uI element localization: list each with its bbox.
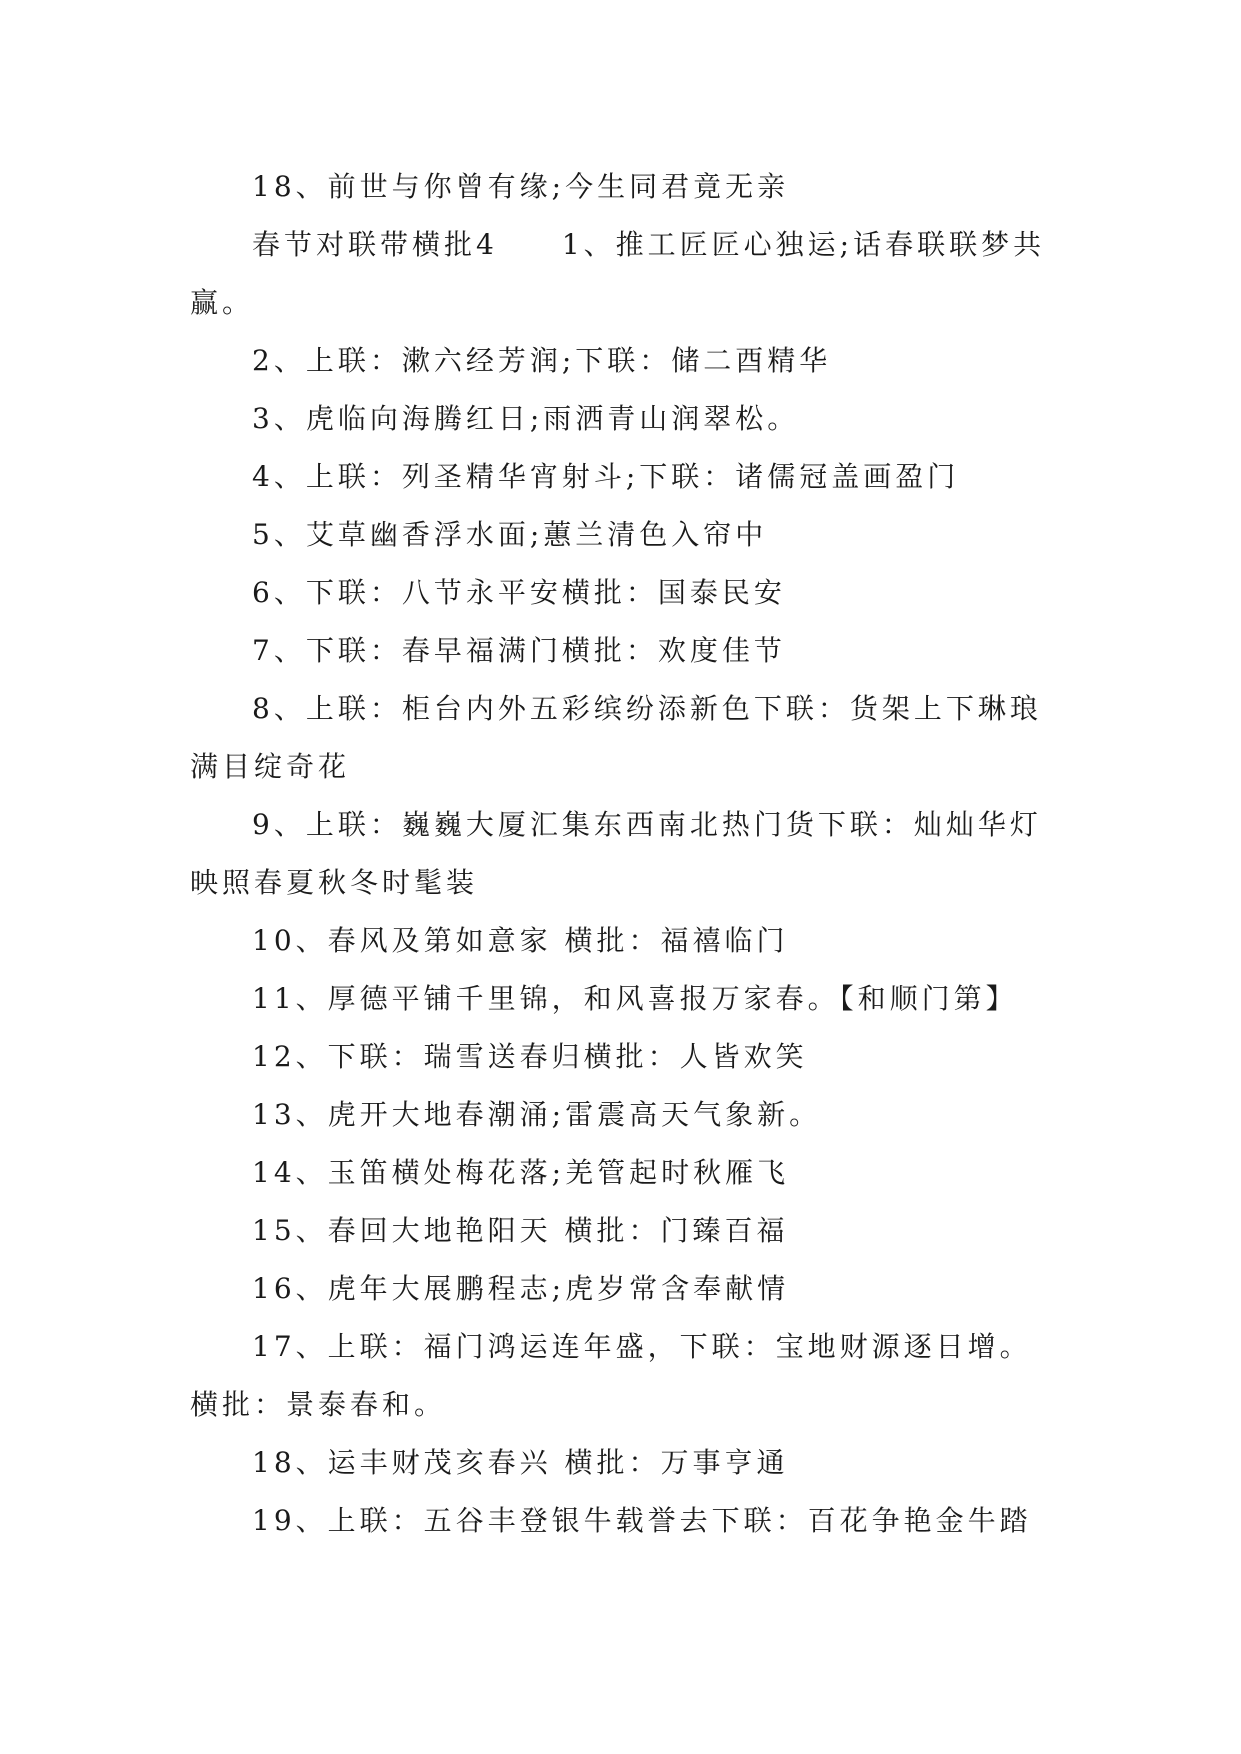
paragraph: 5、艾草幽香浮水面;蕙兰清色入帘中 — [252, 518, 768, 551]
paragraph: 11、厚德平铺千里锦，和风喜报万家春。【和顺门第】 — [252, 982, 1018, 1015]
paragraph: 4、上联：列圣精华宵射斗;下联：诸儒冠盖画盈门 — [252, 460, 960, 493]
paragraph: 10、春风及第如意家 横批：福禧临门 — [252, 924, 789, 957]
paragraph: 19、上联：五谷丰登银牛载誉去下联：百花争艳金牛踏 — [252, 1504, 1032, 1537]
paragraph: 12、下联：瑞雪送春归横批：人皆欢笑 — [252, 1040, 808, 1073]
paragraph: 6、下联：八节永平安横批：国泰民安 — [252, 576, 786, 609]
paragraph: 17、上联：福门鸿运连年盛，下联：宝地财源逐日增。横批：景泰春和。 — [190, 1330, 1032, 1421]
paragraph: 18、前世与你曾有缘;今生同君竟无亲 — [252, 170, 790, 203]
paragraph: 春节对联带横批4 1、推工匠匠心独运;话春联联梦共赢。 — [190, 228, 1046, 319]
paragraph: 18、运丰财茂亥春兴 横批：万事亨通 — [252, 1446, 789, 1479]
paragraph: 15、春回大地艳阳天 横批：门臻百福 — [252, 1214, 789, 1247]
paragraph: 2、上联：漱六经芳润;下联：储二酉精华 — [252, 344, 832, 377]
document-body — [190, 158, 1060, 1550]
paragraph: 9、上联：巍巍大厦汇集东西南北热门货下联：灿灿华灯映照春夏秋冬时髦装 — [190, 808, 1042, 899]
paragraph: 16、虎年大展鹏程志;虎岁常含奉献情 — [252, 1272, 790, 1305]
paragraph: 3、虎临向海腾红日;雨洒青山润翠松。 — [252, 402, 800, 435]
paragraph: 8、上联：柜台内外五彩缤纷添新色下联：货架上下琳琅满目绽奇花 — [190, 692, 1042, 783]
paragraph: 14、玉笛横处梅花落;羌管起时秋雁飞 — [252, 1156, 790, 1189]
paragraph: 13、虎开大地春潮涌;雷震高天气象新。 — [252, 1098, 822, 1131]
paragraph: 7、下联：春早福满门横批：欢度佳节 — [252, 634, 786, 667]
